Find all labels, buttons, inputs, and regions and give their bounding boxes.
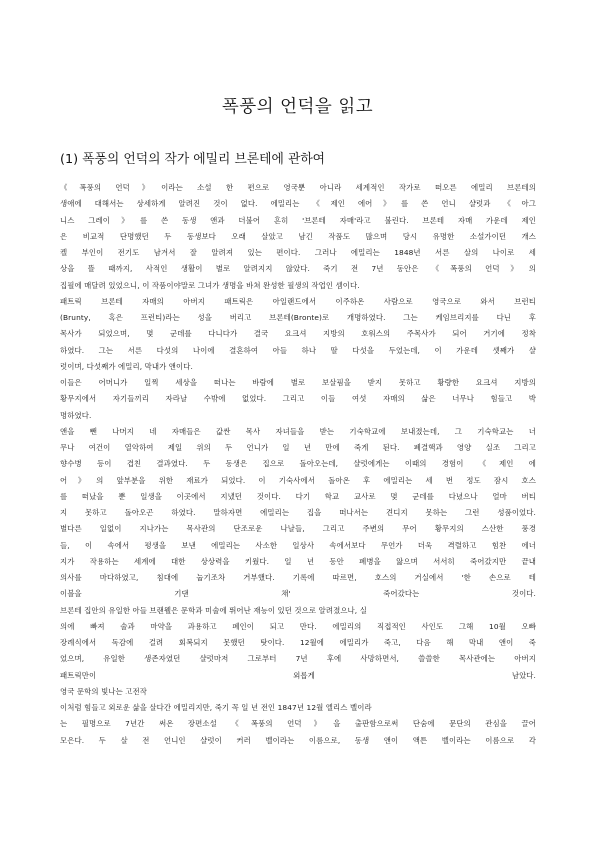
text-line: 생애에 대해서는 상세하게 알려진 것이 없다. 에밀리는 《제인 에어》를 쓴 언니 샬럿과 《아그 <box>60 199 536 209</box>
text-line: 영국 문학의 빛나는 고전작 <box>60 686 147 696</box>
text-line: 브론테 집안의 유일한 아들 브랜웰은 문학과 미술에 뛰어난 재능이 있던 것으로 알려졌으나, 실 <box>60 605 367 615</box>
text-line: 은 비교적 단명했던 두 동생보다 오래 살았고 남긴 작품도 많으며 당시 유명한 소설가이던 개스 <box>60 231 536 241</box>
text-line: 별다른 일없이 지나가는 목사관의 단조로운 나날들, 그리고 주변의 무어 황무지의 스산한 풍경 <box>60 524 536 534</box>
text-line: 상을 뜰 때까지, 사적인 생활이 별로 알려지지 않았다. 죽기 전 7년 동안은 《폭풍의 언덕》의 <box>60 264 536 274</box>
text-line: 를 떠났을 뿐 일생을 이곳에서 지냈던 것이다. 다기 학교 교사로 몇 군데를 다녔으나 얼마 버티 <box>60 491 536 501</box>
text-line: 지가 작용하는 세계에 대한 상상력을 키웠다. 일 년 동안 폐병을 앓으며 서서히 죽어갔지만 끝내 <box>60 556 536 566</box>
text-line: 패트릭 브론테 자매의 아버지 패트릭은 아일랜드에서 이주하온 사람으로 영국으로 와서 브런티 <box>60 296 536 306</box>
text-line: 목사가 되었으며, 몇 군데를 다니다가 결국 요크셔 지방의 호워스의 주목사가 되어 거기에 정착 <box>60 329 536 339</box>
text-line: 의사를 마다하였고, 침대에 눕기조차 거부했다. 기록에 따르면, 호스의 거실에서 '한 손으로 테 <box>60 573 536 582</box>
text-line: 는 필명으로 7년간 써온 장편소설 《폭풍의 언덕》을 출판함으로써 단숨에 문단의 관심을 끌어 <box>60 719 536 729</box>
text-line: 이처럼 힘들고 외로운 삶을 살다간 에밀리지만, 죽기 꼭 일 년 전인 1847년 12월 엘리스 벨이라 <box>60 703 372 712</box>
text-line: 켈 부인이 전기도 남겨서 잘 알려져 있는 편이다. 그러나 에밀리는 1848년 서른 살의 나이로 세 <box>60 248 536 257</box>
text-line: 럿이며, 다섯째가 에밀리, 막내가 앤이다. <box>60 361 193 371</box>
text-line: 었으며, 유일한 생존자였던 샬럿마저 그로부터 7년 후에 사망하면서, 쓸쓸한 목사관에는 아버지 <box>60 654 536 664</box>
text-line: 《폭풍의 언덕》이라는 소설 한 편으로 영국뿐 아니라 세계적인 작가로 떠오른 에밀리 브론테의 <box>60 183 536 192</box>
text-line: 어》의 앞부분을 위한 재료가 되었다. 이 기숙사에서 돌아온 후 에밀리는 세 번 정도 잠시 호스 <box>60 475 536 485</box>
document-title: 폭풍의 언덕을 읽고 <box>221 97 374 117</box>
text-line: 지 못하고 돌아오곤 하였다. 말하자면 에밀리는 집을 떠나서는 견디지 못하는 그런 성품이었다. <box>60 508 536 517</box>
text-line: 앤을 뺀 나머지 네 자매들은 값싼 목사 자녀들을 받는 기숙학교에 보내졌는데, 그 기숙학교는 너 <box>60 426 536 436</box>
text-line: (Brunty, 혹은 프런티)라는 성을 버리고 브론테(Bronte)로 개명하였다. 그는 케임브리지를 다닌 후 <box>60 313 536 322</box>
text-line: 니스 그레이》를 쓴 동생 앤과 더불어 흔히 '브론테 자매'라고 불린다. 브론테 자매 가운데 제인 <box>60 215 536 225</box>
text-line: 이들은 어머니가 일찍 세상을 떠나는 바람에 별로 보살핌을 받지 못하고 황량한 요크셔 지방의 <box>60 378 536 387</box>
text-line: 무나 여건이 열악하여 제일 위의 두 언니가 일 년 만에 죽게 된다. 폐결핵과 영양 실조 그리고 <box>60 443 536 452</box>
text-line: 모은다. 두 살 전 언니인 샬럿이 커러 벨이라는 이름으로, 동생 앤이 액튼 벨이라는 이름으로 각 <box>60 735 536 745</box>
text-line: 장례식에서 독감에 걸려 회복되지 못했던 탓이다. 12월에 에밀리가 죽고, 다음 해 막내 앤이 죽 <box>60 638 536 647</box>
text-line: 의에 빠져 술과 마약을 과용하고 폐인이 되고 만다. 에밀리의 직접적인 사인도 그해 10월 오빠 <box>60 621 536 631</box>
text-line: 명하였다. <box>60 410 92 420</box>
text-line: 향수병 등이 겹친 결과였다. 두 동생은 집으로 돌아오는데, 샬럿에게는 이때의 경험이 《제인 에 <box>60 459 536 469</box>
section-heading: (1) 폭풍의 언덕의 작가 에밀리 브론테에 관하여 <box>60 152 326 167</box>
text-line: 패트릭만이 외롭게 남았다. <box>60 670 536 680</box>
body-text <box>60 180 536 749</box>
text-line: 집필에 매달려 있었으니, 이 작품이야말로 그녀가 생명을 바쳐 완성한 필생의 작업인 셈이다. <box>60 280 360 290</box>
text-line: 들, 이 속에서 평생을 보낸 에밀리는 사소한 일상사 속에서보다 무언가 더욱 격렬하고 힘찬 에너 <box>60 540 536 550</box>
text-line: 이블을 기댄 채' 죽어갔다는 것이다. <box>60 589 536 599</box>
text-line: 황무지에서 자기들끼리 자라날 수밖에 없었다. 그리고 이들 여섯 자매의 삶은 너무나 힘들고 박 <box>60 394 536 404</box>
text-line: 하였다. 그는 서른 다섯의 나이에 결혼하여 아들 하나 딸 다섯을 두었는데, 이 가운데 셋째가 샬 <box>60 345 536 355</box>
